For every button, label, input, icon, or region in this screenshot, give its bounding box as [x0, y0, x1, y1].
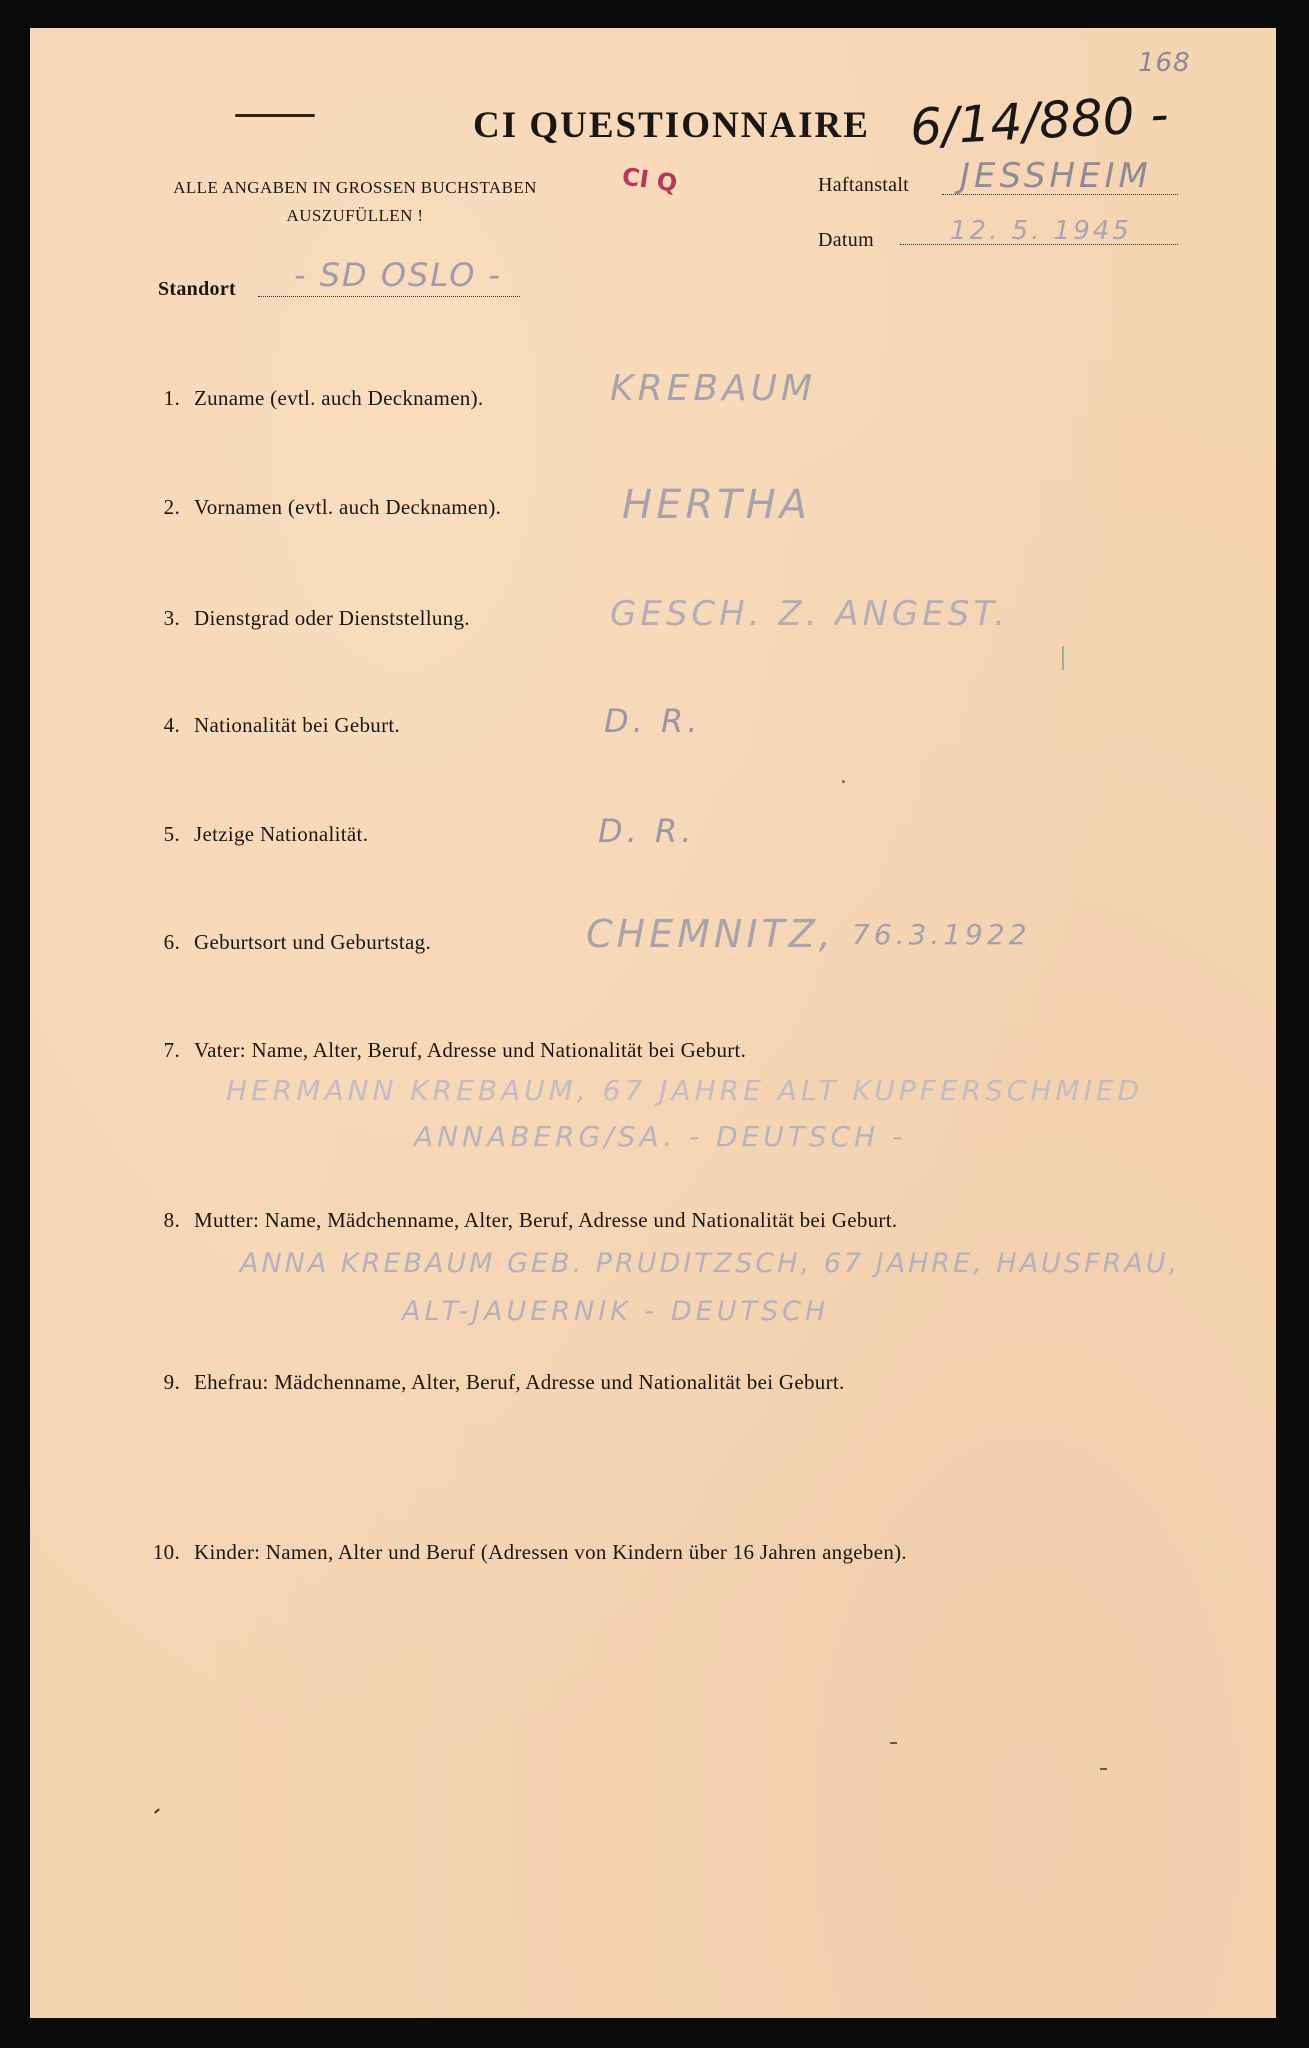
answer-8-line-1: ANNA KREBAUM GEB. PRUDITZSCH, 67 JAHRE, HAUSFRAU,	[240, 1248, 1181, 1279]
answer-5: D. R.	[598, 812, 696, 850]
ci-stamp: CI Q	[620, 162, 679, 198]
answer-2: HERTHA	[622, 482, 812, 528]
question-6-number: 6.	[163, 930, 180, 954]
instruction-line-1: ALLE ANGABEN IN GROSSEN BUCHSTABEN	[173, 178, 537, 197]
question-3-label: Dienstgrad oder Dienststellung.	[194, 606, 470, 630]
answer-7-line-1: HERMANN KREBAUM, 67 JAHRE ALT KUPFERSCHMIED	[226, 1074, 1144, 1107]
questionnaire-sheet	[30, 28, 1276, 2018]
question-2-number: 2.	[163, 495, 180, 519]
question-5-number: 5.	[163, 822, 180, 846]
question-2-label: Vornamen (evtl. auch Decknamen).	[194, 495, 502, 519]
question-4-label: Nationalität bei Geburt.	[194, 713, 401, 737]
question-7-number: 7.	[163, 1038, 180, 1062]
question-9	[142, 1370, 845, 1395]
question-9-label: Ehefrau: Mädchenname, Alter, Beruf, Adresse und Nationalität bei Geburt.	[194, 1370, 845, 1394]
question-8	[142, 1208, 897, 1233]
haftanstalt-label: Haftanstalt	[818, 174, 910, 196]
paper-speck	[1100, 1768, 1107, 1770]
question-1-number: 1.	[163, 386, 180, 410]
paper-speck	[890, 1742, 897, 1744]
question-1-label: Zuname (evtl. auch Decknamen).	[194, 386, 484, 410]
question-1	[142, 386, 483, 411]
instructions	[140, 174, 570, 230]
question-7-label: Vater: Name, Alter, Beruf, Adresse und Nationalität bei Geburt.	[194, 1038, 747, 1062]
question-10-label: Kinder: Namen, Alter und Beruf (Adressen von Kindern über 16 Jahren angeben).	[194, 1540, 907, 1564]
question-4	[142, 713, 400, 738]
question-3-number: 3.	[163, 606, 180, 630]
question-6	[142, 930, 431, 955]
paper-speck	[154, 1808, 160, 1813]
question-5-label: Jetzige Nationalität.	[194, 822, 369, 846]
answer-3: GESCH. Z. ANGEST.	[610, 594, 1009, 634]
decorative-dash	[235, 114, 315, 117]
answer-4: D. R.	[604, 702, 702, 740]
question-2	[142, 495, 501, 520]
question-10-number: 10.	[152, 1540, 180, 1564]
question-8-label: Mutter: Name, Mädchenname, Alter, Beruf, Adresse und Nationalität bei Geburt.	[194, 1208, 898, 1232]
question-9-number: 9.	[163, 1370, 180, 1394]
standort-label: Standort	[158, 278, 236, 300]
question-5	[142, 822, 368, 847]
file-number: 6/14/880 -	[908, 85, 1170, 157]
answer-8-line-2: ALT-JAUERNIK - DEUTSCH	[402, 1296, 830, 1327]
question-8-number: 8.	[163, 1208, 180, 1232]
question-6-label: Geburtsort und Geburtstag.	[194, 930, 432, 954]
question-3	[142, 606, 470, 631]
question-7	[142, 1038, 746, 1063]
answer-1: KREBAUM	[610, 368, 817, 409]
answer-6-date: 76.3.1922	[852, 918, 1031, 951]
datum-value: 12. 5. 1945	[950, 216, 1132, 246]
standort-value: - SD OSLO -	[294, 256, 503, 294]
datum-label: Datum	[818, 229, 874, 251]
answer-7-line-2: ANNABERG/SA. - DEUTSCH -	[414, 1120, 907, 1153]
paper-speck	[842, 780, 845, 783]
page-title: CI QUESTIONNAIRE	[473, 105, 870, 146]
answer-6-place: CHEMNITZ,	[586, 912, 835, 956]
question-4-number: 4.	[163, 713, 180, 737]
page-number: 168	[1138, 48, 1191, 78]
haftanstalt-value: JESSHEIM	[960, 156, 1152, 196]
instruction-line-2: AUSZUFÜLLEN !	[286, 206, 424, 225]
standort-line	[258, 296, 520, 297]
paper-mark	[1062, 646, 1064, 670]
question-10	[142, 1540, 907, 1565]
